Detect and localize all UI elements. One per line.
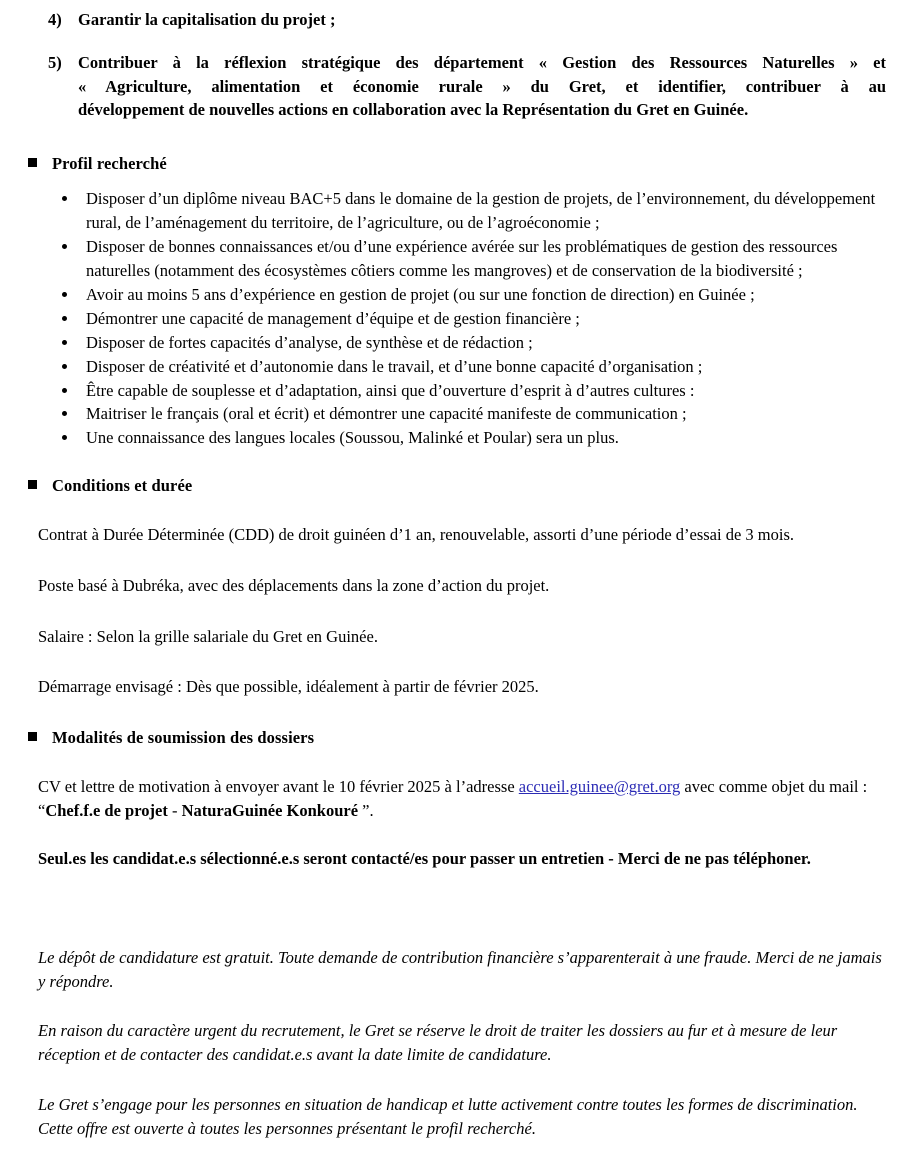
paragraph-selection-notice: Seul.es les candidat.e.s sélectionné.e.s seront contacté/es pour passer un entretien - Merci de ne pas téléphoner. [38,848,811,868]
list-item-text: Une connaissance des langues locales (Soussou, Malinké et Poular) sera un plus. [86,428,619,448]
round-bullet-icon [62,292,67,297]
footer-note-fraud: Le dépôt de candidature est gratuit. Toute demande de contribution financière s’apparenterait à une fraude. Merci de ne jamais y répondre. [38,947,882,991]
list-item [0,355,900,379]
list-item [0,402,900,426]
objective-item-4 [0,0,900,31]
objective-text-5-line1: Contribuer à la réflexion stratégique des département « Gestion des Ressources Naturelles » et [78,53,886,73]
objective-text-4: Garantir la capitalisation du projet ; [78,10,336,29]
round-bullet-icon [62,388,67,393]
list-item-text: Démontrer une capacité de management d’équipe et de gestion financière ; [86,308,580,328]
footer-note-urgency: En raison du caractère urgent du recrutement, le Gret se réserve le droit de traiter les dossiers au fur et à mesure de leur réception et de contacter des candidat.e.s avant la date limite de candidature. [38,1021,838,1065]
list-item-text: Avoir au moins 5 ans d’expérience en gestion de projet (ou sur une fonction de direction) en Guinée ; [86,284,755,304]
list-item-text: Disposer de fortes capacités d’analyse, de synthèse et de rédaction ; [86,332,533,352]
paragraph-poste: Poste basé à Dubréka, avec des déplacements dans la zone d’action du projet. [38,575,550,595]
list-item [0,426,900,450]
round-bullet-icon [62,316,67,321]
list-item-text: Disposer de créativité et d’autonomie dans le travail, et d’une bonne capacité d’organisation ; [86,356,703,376]
objective-text-5-line3: développement de nouvelles actions en collaboration avec la Représentation du Gret en Guinée. [78,100,749,120]
square-bullet-icon [28,158,37,167]
square-bullet-icon [28,732,37,741]
candidature-text-after: ”. [358,800,374,820]
objective-number-4: 4) [48,10,62,29]
profil-bullet-list [0,187,900,450]
round-bullet-icon [62,411,67,416]
section-heading-modalites [0,727,900,748]
paragraph-contrat: Contrat à Durée Déterminée (CDD) de droit guinéen d’1 an, renouvelable, assorti d’une période d’essai de 3 mois. [38,524,795,544]
paragraph-candidature [38,775,886,823]
list-item [0,235,900,283]
list-item [0,283,900,307]
round-bullet-icon [62,364,67,369]
section-heading-profil-label: Profil recherché [52,153,167,173]
objective-text-5-line2: « Agriculture, alimentation et économie rurale » du Gret, et identifier, contribuer à au [78,76,886,96]
section-heading-conditions [0,475,900,496]
objective-item-5 [0,31,900,121]
square-bullet-icon [28,480,37,489]
list-item-text: Disposer de bonnes connaissances et/ou d’une expérience avérée sur les problématiques de gestion des ressources naturelles (notamment des écosystèmes côtiers comme les mangroves) et de conservation de la biodiversité ; [86,236,838,280]
round-bullet-icon [62,435,67,440]
round-bullet-icon [62,244,67,249]
section-heading-conditions-label: Conditions et durée [52,476,193,496]
list-item-text: Maitriser le français (oral et écrit) et démontrer une capacité manifeste de communication ; [86,404,687,424]
round-bullet-icon [62,196,67,201]
email-link[interactable]: accueil.guinee@gret.org [518,776,681,796]
section-heading-profil [0,153,900,174]
footer-note-inclusion: Le Gret s’engage pour les personnes en situation de handicap et lutte activement contre toutes les formes de discrimination. Cette offre est ouverte à toutes les personnes présentant le profil recherché. [38,1095,858,1139]
mail-subject-role: Chef.f.e de projet [45,800,168,820]
list-item-text: Être capable de souplesse et d’adaptation, ainsi que d’ouverture d’esprit à d’autres cultures : [86,380,695,400]
mail-subject-separator: - [167,800,182,820]
objectives-list [0,0,900,122]
list-item [0,331,900,355]
paragraph-demarrage: Démarrage envisagé : Dès que possible, idéalement à partir de février 2025. [38,677,539,697]
list-item [0,307,900,331]
round-bullet-icon [62,340,67,345]
objective-text-5 [78,51,900,121]
candidature-text-before: CV et lettre de motivation à envoyer avant le 10 février 2025 à l’adresse [38,776,519,796]
list-item-text: Disposer d’un diplôme niveau BAC+5 dans le domaine de la gestion de projets, de l’environnement, du développement rural, de l’aménagement du territoire, de l’agriculture, ou de l’agroéconomie ; [86,189,876,233]
paragraph-salaire: Salaire : Selon la grille salariale du Gret en Guinée. [38,626,378,646]
section-heading-modalites-label: Modalités de soumission des dossiers [52,728,315,748]
mail-subject-project: NaturaGuinée Konkouré [181,800,359,820]
candidature-text-middle: avec comme objet du mail : “ [38,776,868,820]
list-item [0,187,900,235]
list-item [0,379,900,403]
objective-number-5: 5) [48,53,62,73]
